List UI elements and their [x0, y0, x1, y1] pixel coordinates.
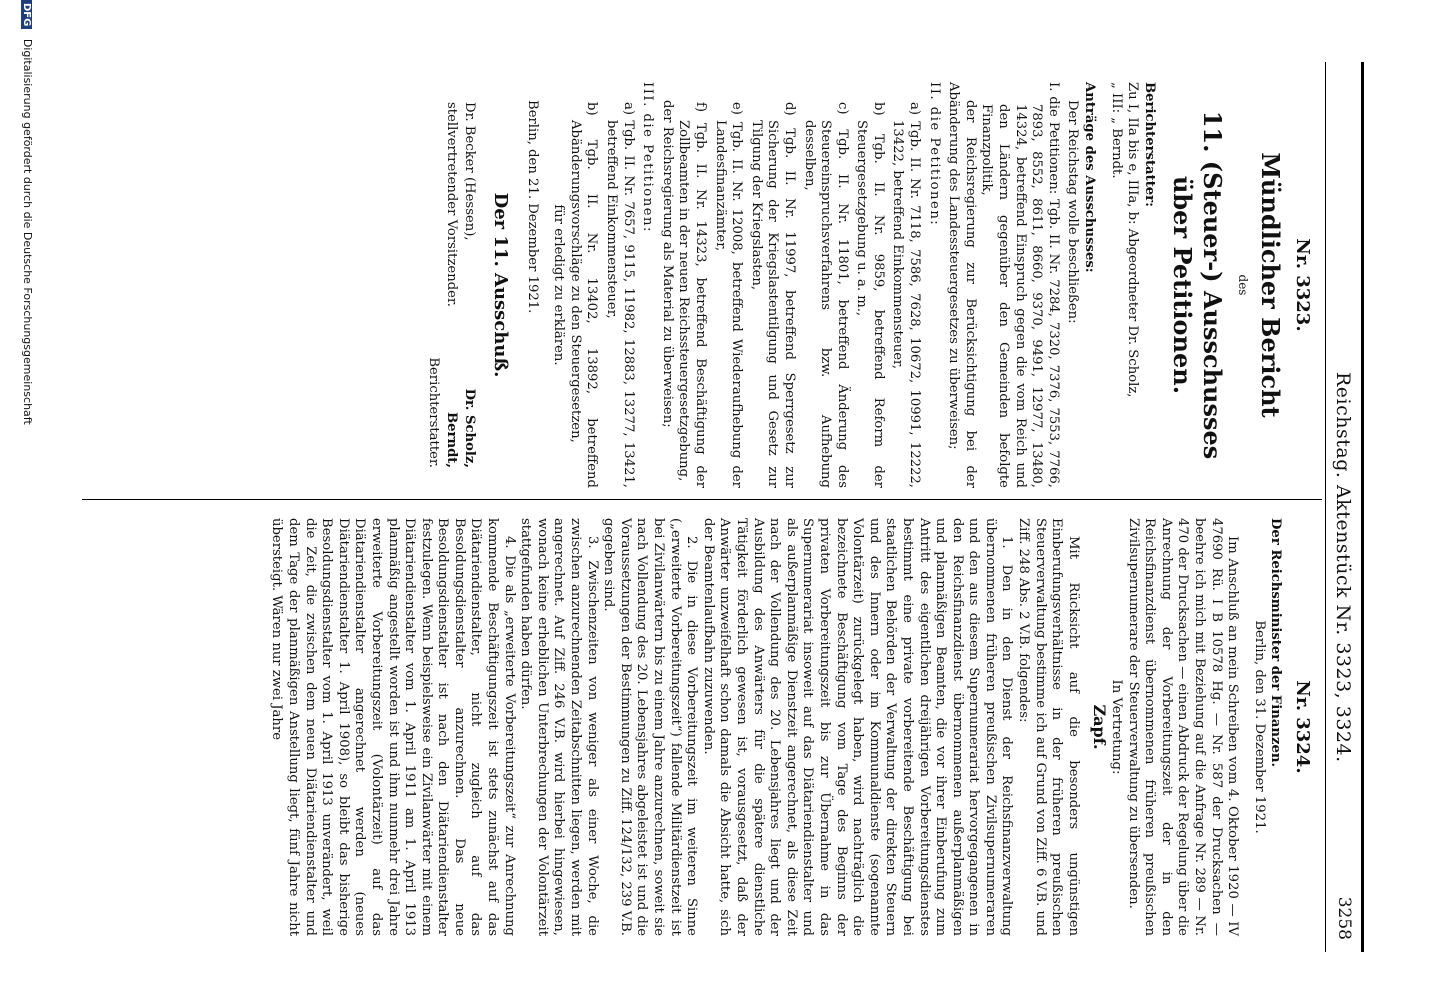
paragraph-6: 4. Die als „erweiterte Vorbereitungszeit“ zur Anrechnung kommende Beschäftigungszeit ist stets zunächst auf das Diätariendienstalter, nicht zugleich auf das Besoldungsdienstalter anzurechnen. Das neue Besoldungsdienstalter ist nach den Diätariendienstalter festzulegen. Wenn beispielsweise ein Zivilanwärter mit einem Diätariendienstalter vom 1. April 1911 am 1. April 1913 planmäßig angestellt worden ist und ihm nunmehr drei Jahre erweiterte Vorbereitungszeit (Volontärzeit) auf das Diätariendienstalter angerechnet werden (neues Diätariendienstalter 1. April 1908), so bleibt das bisherige Besoldungsdienstalter vom 1. April 1913 unverändert, weil die Zeit, die zwischen dem neuen Diätariendienstalter und dem Tage der planmäßigen Anstellung liegt, fünf Jahre nicht übersteigt. Wären nur zwei Jahre [269, 518, 517, 936]
item-IIb: b) Tgb. II. Nr. 9859, betreffend Reform der Steuergesetzgebung u. a. m., [854, 102, 886, 488]
document-title-lead: Mündlicher Bericht [1256, 152, 1286, 418]
sig-right-3: Berichterstatter. [426, 357, 442, 468]
committee-name: Der 11. Ausschuß. [490, 192, 512, 378]
item-I-tail: der Reichsregierung zur Berücksichtigung bei der Abänderung des Landessteuergesetzes zu überweisen; [946, 82, 978, 488]
document-des: des [1236, 274, 1251, 296]
resolution-intro: Der Reichstag wolle beschließen: [1065, 100, 1081, 324]
paragraph-5: 3. Zwischenzeiten von weniger als einer Woche, die zwischen anzurechnenden Zeitabschnitten liegen, werden mit angerechnet. Auf Ziff. 246 V.B. wird hierbei hingewiesen, wonach keine erheblichen Unterbrechungen der Volontärzeit stattgefunden haben dürfen. [518, 518, 600, 936]
item-IIe: e) Tgb. II. Nr. 12008, betreffend Wiederaufhebung der Landesfinanzämter, [712, 102, 745, 488]
left-column [423, 82, 1316, 488]
header-rule [1325, 62, 1326, 952]
paragraph-1: Im Anschluß an mein Schreiben vom 4. Oktober 1920 — IV 47690 Rü. I B 10578 Hg. — Nr. 587 der Drucksachen — beehre ich mich mit Beziehung auf die Anfrage Nr. 289 — Nr. 470 der Drucksachen — einen Abdruck der Regelung über die Anrechnung der Vorbereitungszeit der in den Reichsfinanzdienst übernommenen früheren preußischen Zivilsupernumerare der Steuerverwaltung zu übersenden. [1125, 518, 1241, 936]
funding-footer [21, 0, 34, 1000]
top-rule [1361, 62, 1364, 952]
item-IId: d) Tgb. II. Nr. 11997, betreffend Sperrgesetz zur Sicherung der Kriegslastentilgung und Gesetz zur Tilgung der Kriegslasten, [748, 102, 797, 488]
item-I: I. die Petitionen: Tgb. II. Nr. 7284, 7320, 7376, 7553, 7766, 7893, 8552, 8611, 8660, 9370, 9491, 12977, 13480, 14324, betreffend Einspruch gegen die vom Reich und den Ländern gegenüber den Gemeinden befolgte Finanzpolitik, [979, 82, 1061, 488]
dfg-logo: DFG [21, 0, 32, 29]
page-header [1328, 62, 1354, 952]
vertretung: In Vertretung: [1109, 679, 1125, 775]
item-IIIa: a) Tgb. II. Nr. 7657, 9115, 11982, 12883, 13277, 13421, betreffend Einkommensteuer, [604, 102, 636, 488]
item-IIIb: b) Tgb. II. Nr. 13402, 13892, betreffend Abänderungsvorschläge zu den Steuergesetzen, [567, 102, 600, 488]
right-column [268, 518, 1316, 936]
item-II: II. die Petitionen: [926, 82, 942, 227]
column-divider [82, 499, 1322, 500]
funding-note: Digitalisierung gefördert durch die Deutsche Forschungsgemeinschaft [21, 38, 34, 425]
left-date: Berlin, den 21. Dezember 1921. [524, 100, 540, 314]
document-title: 11. (Steuer-) Ausschusses über Petitionen. [1167, 110, 1227, 460]
paragraph-2: Mit Rücksicht auf die besonders ungünstigen Einberufungsverhältnisse in der früheren preußischen Steuerverwaltung bestimme ich auf Grund von Ziff. 6 V.B. und Ziff. 248 Abs. 2 V.B. folgendes: [1016, 518, 1081, 936]
header-title: Reichstag. Aktenstück Nr. 3323, 3324. [1332, 372, 1354, 763]
sender: Der Reichsminister der Finanzen. [1268, 518, 1284, 768]
document-number: Nr. 3323. [1292, 238, 1313, 332]
item-III: III. die Petitionen: [640, 82, 656, 233]
paragraph-3: 1. Den in den Dienst der Reichsfinanzverwaltung übernommenen früheren preußischen Zivilsupernumeraren und den aus diesem Supernumerariat hervorgegangenen in den Reichsfinanzdienst übernommenen außerplanmäßigen und planmäßigen Beamten, die vor ihrer Einberufung zum Antritt des eigentlichen dreijährigen Vorbereitungsdienstes bestimmt eine private vorbereitende Beschäftigung bei staatlichen Behörden der Verwaltung der direkten Steuern und des Innern oder im Kommunaldienste (sogenannte Volontärzeit) zurückgelegt haben, wird nachträglich die bezeichnete Beschäftigung vom Tage des Beginns der privaten Vorbereitungszeit bis zur Übernahme in das Supernumerariat insoweit auf das Diätariendienstalter und als außerplanmäßige Dienstzeit angerechnet, als diese Zeit nach der Vollendung des 20. Lebensjahres liegt und der Ausbildung des Anwärters für die spätere dienstliche Tätigkeit förderlich gewesen ist, vorausgesetzt, daß der Anwärter unzweifelhaft schon damals die Absicht hatte, sich der Beamtenlaufbahn zuzuwenden. [700, 518, 1015, 936]
item-II-tail: der Reichsregierung als Material zu überweisen; [659, 100, 675, 428]
sig-right-1: Dr. Scholz, [462, 388, 478, 468]
sig-right-2: Berndt, [444, 412, 460, 468]
antraege-heading: Anträge des Ausschusses: [1082, 82, 1098, 273]
item-IIc: c) Tgb. II. Nr. 11801, betreffend Änderung des Steuereinspruchsverfahrens bzw. Aufhebung desselben, [801, 102, 850, 488]
document-number-2: Nr. 3324. [1292, 680, 1313, 774]
page-number: 3258 [1334, 896, 1354, 940]
reporters-line-2: „ III: „ Berndt. [1108, 82, 1124, 179]
item-IIa: a) Tgb. II. Nr. 7118, 7586, 7628, 10672, 10991, 12222, 13422, betreffend Einkommensteuer, [890, 102, 923, 488]
sig-left-1: Dr. Becker (Hessen), [462, 102, 478, 241]
item-IIf: f) Tgb. II. Nr. 14323, betreffend Beschäftigung der Zollbeamten in der neuen Reichssteuergesetzgebung, [676, 102, 708, 488]
reporters-label: Berichterstatter: [1141, 82, 1157, 207]
paragraph-4: 2. Die in diese Vorbereitungszeit im weiteren Sinne („erweiterte Vorbereitungszeit“) fallende Militärdienstzeit ist bei Zivilanwärtern bis zu einem Jahre anzurechnen, soweit sie nach Vollendung des 20. Lebensjahres abgeleistet ist und die Voraussetzungen der Bestimmungen zu Ziff. 124/132, 239 V.B. gegeben sind. [601, 518, 700, 936]
signature-zapf: Zapf. [1090, 704, 1110, 750]
sig-left-2: stellvertretender Vorsitzender. [444, 102, 460, 307]
reporters-line-1: Zu I, IIa bis e, IIIa, b: Abgeordneter Dr. Scholz, [1125, 82, 1141, 398]
right-date: Berlin, den 31. Dezember 1921. [1251, 620, 1267, 834]
item-III-tail: für erledigt zu erklären. [551, 204, 567, 366]
